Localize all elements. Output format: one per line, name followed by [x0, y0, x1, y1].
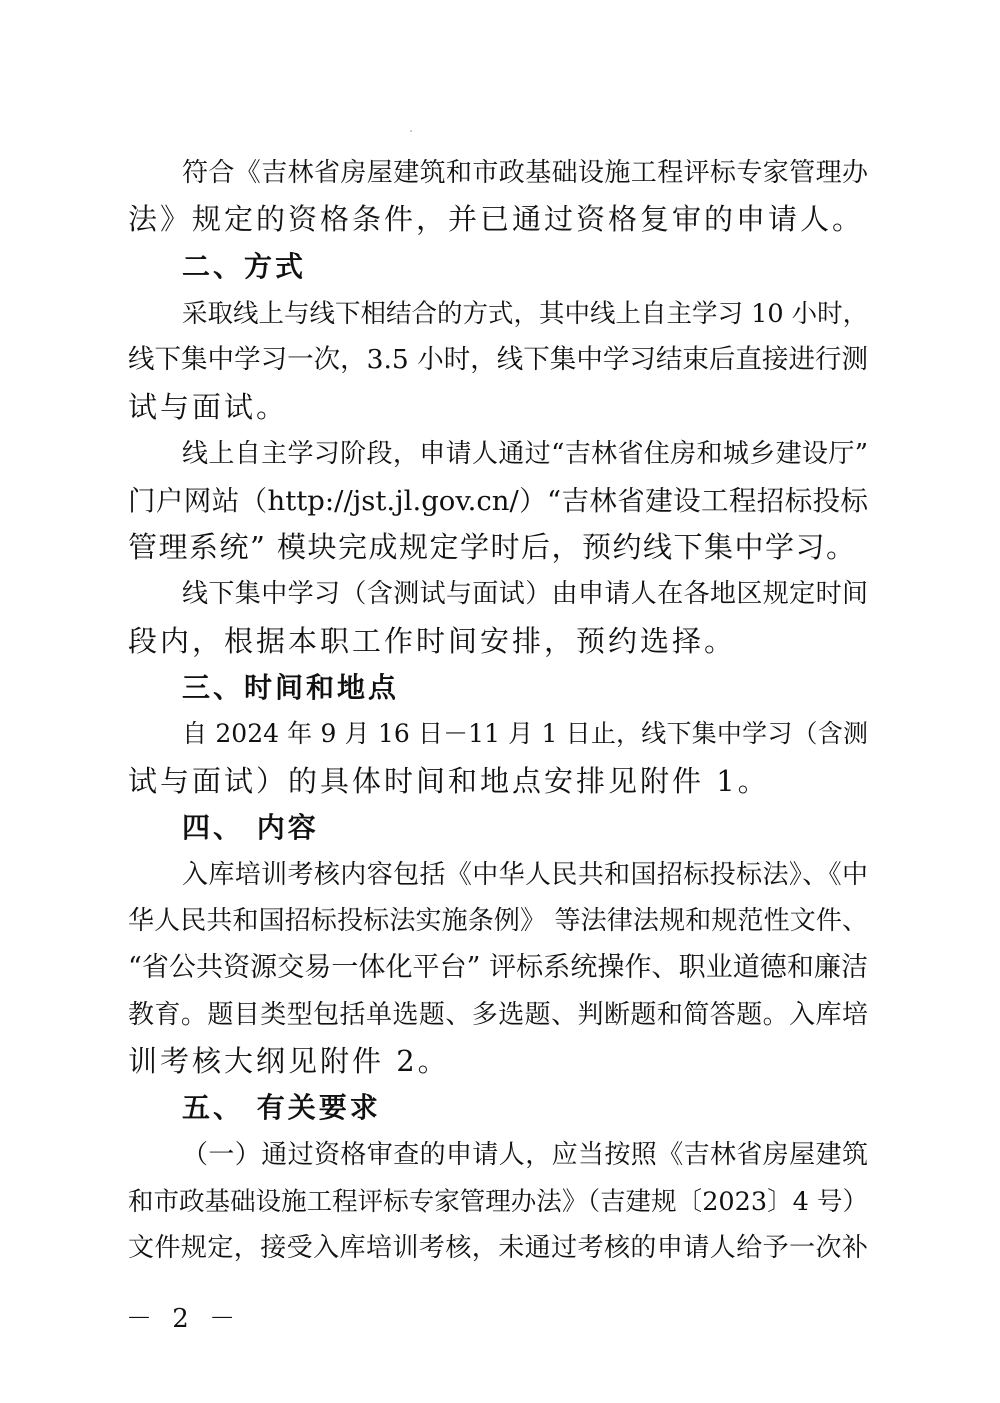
paragraph-line: 法》规定的资格条件，并已通过资格复审的申请人。 — [128, 202, 865, 236]
paragraph-line: “省公共资源交易一体化平台” 评标系统操作、职业道德和廉洁 — [128, 952, 868, 983]
paragraph-line: 段内，根据本职工作时间安排，预约选择。 — [128, 624, 737, 658]
paragraph-line: 线上自主学习阶段，申请人通过“吉林省住房和城乡建设厅” — [182, 439, 868, 469]
paragraph-line: 试与面试）的具体时间和地点安排见附件 1。 — [128, 764, 770, 798]
paragraph-line: 管理系统” 模块完成规定学时后，预约线下集中学习。 — [128, 530, 857, 564]
page-number: － 2 － — [126, 1304, 242, 1334]
section-heading-requirements: 五、 有关要求 — [182, 1091, 381, 1124]
paragraph-line: 线下集中学习一次，3.5 小时，线下集中学习结束后直接进行测 — [128, 344, 868, 375]
paragraph-line: 教育。题目类型包括单选题、多选题、判断题和简答题。入库培 — [128, 1000, 868, 1030]
paragraph-line: 文件规定，接受入库培训考核，未通过考核的申请人给予一次补 — [128, 1233, 868, 1263]
paragraph-line: 入库培训考核内容包括《中华人民共和国招标投标法》、《中 — [182, 860, 868, 890]
section-heading-method: 二、方式 — [182, 250, 307, 283]
paragraph-line: （一）通过资格审查的申请人，应当按照《吉林省房屋建筑 — [182, 1140, 868, 1170]
paragraph-line: 采取线上与线下相结合的方式，其中线上自主学习 10 小时， — [182, 299, 869, 329]
section-heading-content: 四、 内容 — [182, 811, 319, 844]
scan-speck — [410, 130, 412, 132]
paragraph-line: 华人民共和国招标投标法实施条例》 等法律法规和规范性文件、 — [128, 906, 868, 936]
paragraph-line: 符合《吉林省房屋建筑和市政基础设施工程评标专家管理办 — [182, 158, 868, 188]
section-heading-time-place: 三、时间和地点 — [182, 671, 400, 704]
paragraph-line: 和市政基础设施工程评标专家管理办法》（吉建规〔2023〕4 号） — [128, 1187, 868, 1217]
paragraph-line: 门户网站（http://jst.jl.gov.cn/）“吉林省建设工程招标投标 — [128, 485, 868, 517]
paragraph-line: 线下集中学习（含测试与面试）由申请人在各地区规定时间 — [182, 579, 868, 609]
paragraph-line: 试与面试。 — [128, 390, 289, 424]
paragraph-line: 自 2024 年 9 月 16 日－11 月 1 日止，线下集中学习（含测 — [182, 719, 868, 748]
paragraph-line: 训考核大纲见附件 2。 — [128, 1044, 450, 1078]
